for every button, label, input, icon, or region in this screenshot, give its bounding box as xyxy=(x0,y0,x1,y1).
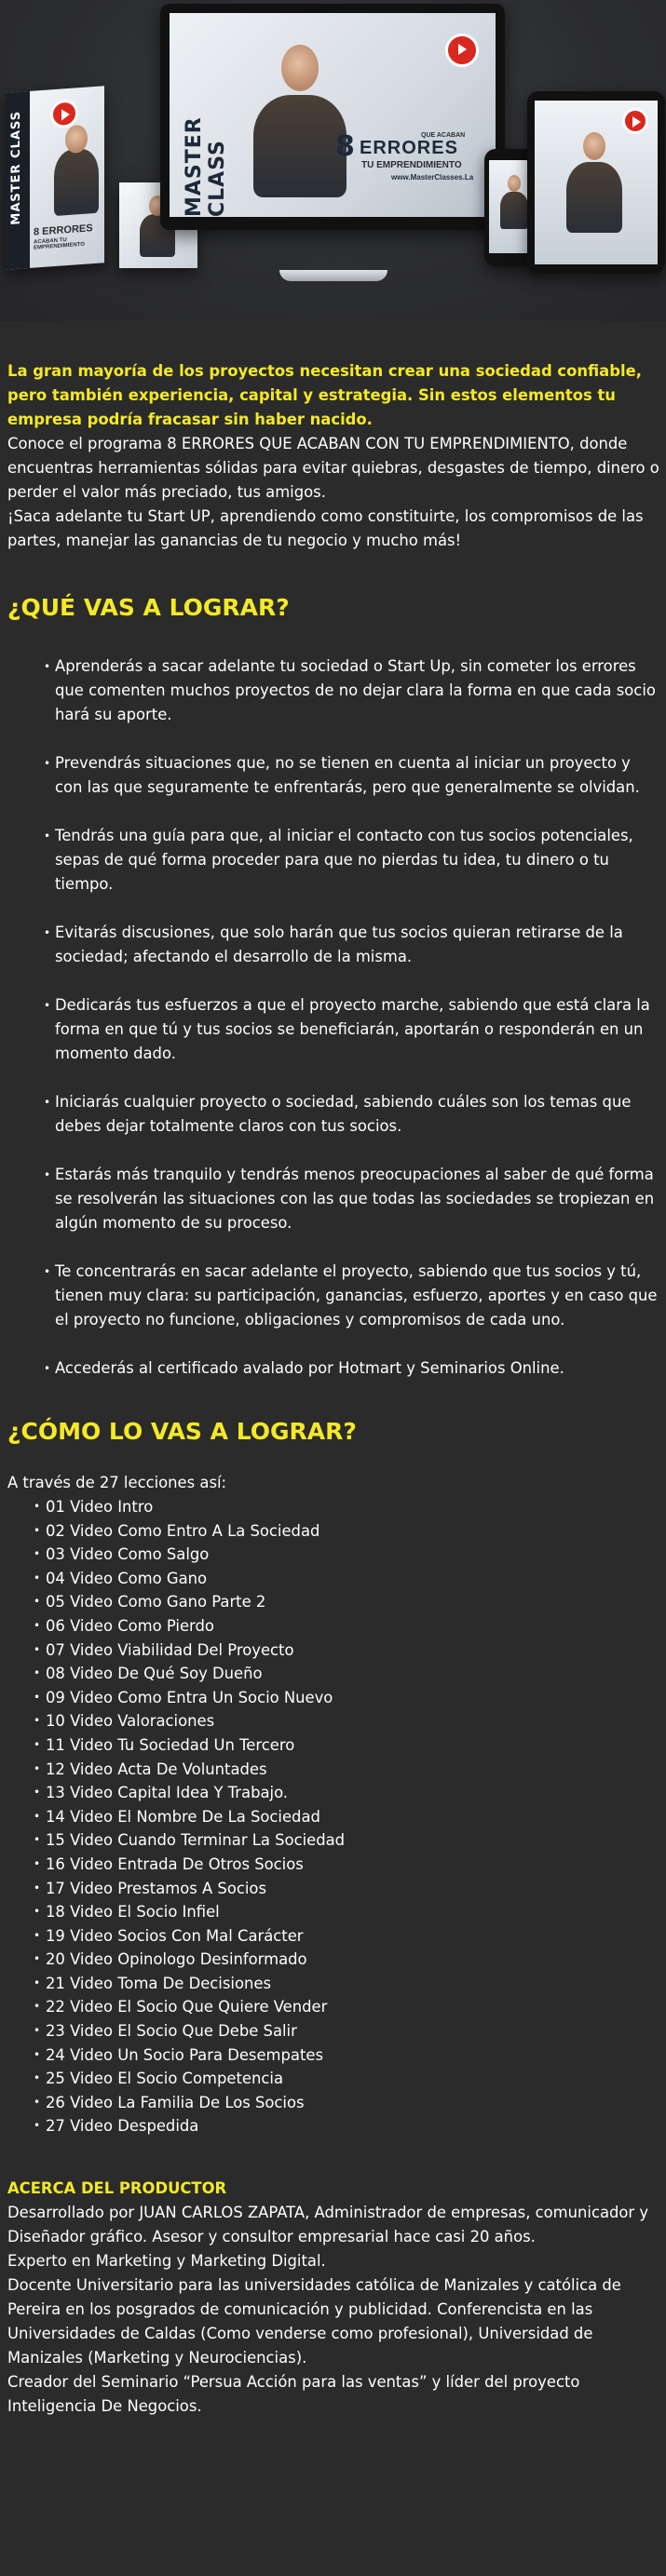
play-logo-icon xyxy=(50,99,78,128)
lesson-item: • 19 Video Socios Con Mal Carácter xyxy=(46,1924,661,1949)
lesson-item: • 03 Video Como Salgo xyxy=(46,1543,661,1567)
tablet-play-logo-icon xyxy=(622,108,648,134)
producer-paragraph: Creador del Seminario “Persua Acción para las ventas” y líder del proyecto Inteligencia De Negocios. xyxy=(7,2373,580,2416)
lesson-item: • 07 Video Viabilidad Del Proyecto xyxy=(46,1639,661,1663)
product-prefix-text: QUE ACABAN xyxy=(421,132,466,139)
lessons-intro: A través de 27 lecciones así: xyxy=(7,1474,227,1491)
product-number-logo: 8 xyxy=(335,130,355,163)
lesson-item: • 17 Video Prestamos A Socios xyxy=(46,1877,661,1901)
box-title-text: 8 ERRORES xyxy=(34,223,93,238)
product-box-left xyxy=(6,86,104,269)
presenter-figure-icon xyxy=(54,148,99,216)
monitor-base xyxy=(279,270,387,281)
producer-paragraph: Docente Universitario para las universidades católica de Manizales y católica de Pereira en los posgrados de comunicación y publicidad. Conferencista en las Universidades de Caldas (Como venderse como profesional), Universidad de Manizales (Marketing y Neurociencias). xyxy=(7,2276,621,2367)
achieve-item: • Evitarás discusiones, que solo harán que tus socios quieran retirarse de la sociedad; afectando el desarrollo de la misma. xyxy=(55,921,661,969)
lesson-item: • 15 Video Cuando Terminar La Sociedad xyxy=(46,1828,661,1853)
tablet-presenter-icon xyxy=(566,162,622,233)
achieve-heading: ¿QUÉ VAS A LOGRAR? xyxy=(7,594,290,621)
screen-presenter-figure-icon xyxy=(253,95,347,197)
achieve-list xyxy=(7,654,661,1381)
intro-paragraph-1: Conoce el programa 8 ERRORES QUE ACABAN CON TU EMPRENDIMIENTO, donde encuentras herramientas sólidas para evitar quiebras, desgastes de tiempo, dinero o perder el valor más preciado, tus amigos. xyxy=(7,435,659,501)
achieve-item: • Te concentrarás en sacar adelante el proyecto, sabiendo que tus socios y tú, tienen muy clara: su participación, ganancias, esfuerzo, aportes y en caso que el proyecto no funcione, obligaciones y compromisos de cada uno. xyxy=(55,1260,661,1332)
achieve-item: • Iniciarás cualquier proyecto o sociedad, sabiendo cuáles son los temas que debes dejar totalmente claros con tus socios. xyxy=(55,1090,661,1139)
lesson-item: • 24 Video Un Socio Para Desempates xyxy=(46,2043,661,2068)
lesson-item: • 05 Video Como Gano Parte 2 xyxy=(46,1590,661,1614)
lesson-item: • 21 Video Toma De Decisiones xyxy=(46,1972,661,1996)
lesson-item: • 11 Video Tu Sociedad Un Tercero xyxy=(46,1733,661,1758)
achieve-item: • Prevendrás situaciones que, no se tienen en cuenta al iniciar un proyecto y con las que seguramente te enfrentarás, pero que generalmente se olvidan. xyxy=(55,751,661,800)
producer-paragraph: Desarrollado por JUAN CARLOS ZAPATA, Administrador de empresas, comunicador y Diseñador gráfico. Asesor y consultor empresarial hace casi 20 años. xyxy=(7,2204,649,2246)
sales-content xyxy=(0,359,661,2419)
achieve-item: • Accederás al certificado avalado por Hotmart y Seminarios Online. xyxy=(55,1356,661,1381)
lesson-item: • 01 Video Intro xyxy=(46,1495,661,1519)
tablet-mockup xyxy=(527,91,665,274)
lesson-item: • 26 Video La Familia De Los Socios xyxy=(46,2091,661,2115)
monitor-mockup xyxy=(160,4,505,230)
screen-brand-text: MASTER CLASS xyxy=(183,116,229,217)
screen-play-logo-icon xyxy=(445,34,479,67)
product-subtitle-text: TU EMPRENDIMIENTO xyxy=(361,160,462,170)
achieve-item: • Aprenderás a sacar adelante tu sociedad o Start Up, sin cometer los errores que comenten muchos proyectos de no dejar clara la forma en que cada socio hará su aporte. xyxy=(55,654,661,727)
lesson-item: • 14 Video El Nombre De La Sociedad xyxy=(46,1805,661,1829)
lesson-item: • 04 Video Como Gano xyxy=(46,1567,661,1591)
lesson-item: • 27 Video Despedida xyxy=(46,2114,661,2138)
achieve-item: • Estarás más tranquilo y tendrás menos preocupaciones al saber de qué forma se resolverán las situaciones con las que todas las sociedades se tropiezan en algún momento de su proceso. xyxy=(55,1163,661,1235)
lesson-item: • 18 Video El Socio Infiel xyxy=(46,1900,661,1924)
lesson-item: • 22 Video El Socio Que Quiere Vender xyxy=(46,1995,661,2019)
site-url-text: www.MasterClasses.La xyxy=(391,173,474,182)
producer-paragraph: Experto en Marketing y Marketing Digital. xyxy=(7,2252,326,2271)
lessons-heading: ¿CÓMO LO VAS A LOGRAR? xyxy=(7,1418,357,1445)
lesson-item: • 08 Video De Qué Soy Dueño xyxy=(46,1662,661,1686)
phone-presenter-icon xyxy=(500,192,528,229)
lesson-item: • 12 Video Acta De Voluntades xyxy=(46,1758,661,1782)
lesson-item: • 09 Video Como Entra Un Socio Nuevo xyxy=(46,1686,661,1710)
lesson-item: • 16 Video Entrada De Otros Socios xyxy=(46,1853,661,1877)
product-title-text: ERRORES xyxy=(360,138,458,158)
product-hero-image xyxy=(0,0,666,321)
lesson-item: • 13 Video Capital Idea Y Trabajo. xyxy=(46,1781,661,1805)
lesson-item: • 02 Video Como Entro A La Sociedad xyxy=(46,1519,661,1544)
producer-heading: ACERCA DEL PRODUCTOR xyxy=(7,2179,227,2198)
intro-paragraph-2: ¡Saca adelante tu Start UP, aprendiendo como constituirte, los compromisos de las partes, manejar las ganancias de tu negocio y mucho más! xyxy=(7,507,644,549)
box-brand-text: MASTER CLASS xyxy=(9,110,23,226)
lesson-item: • 06 Video Como Pierdo xyxy=(46,1614,661,1639)
lesson-item: • 25 Video El Socio Competencia xyxy=(46,2067,661,2091)
lesson-item: • 10 Video Valoraciones xyxy=(46,1709,661,1733)
lesson-item: • 20 Video Opinologo Desinformado xyxy=(46,1948,661,1972)
lessons-list xyxy=(7,1495,661,2138)
achieve-item: • Tendrás una guía para que, al iniciar el contacto con tus socios potenciales, sepas de qué forma proceder para que no pierdas tu idea, tu dinero o tu tiempo. xyxy=(55,824,661,897)
lesson-item: • 23 Video El Socio Que Debe Salir xyxy=(46,2019,661,2043)
achieve-item: • Dedicarás tus esfuerzos a que el proyecto marche, sabiendo que está clara la forma en que tú y tus socios se beneficiarán, aportarán o responderán en un momento dado. xyxy=(55,993,661,1066)
box-subtitle-text: ACABAN TU EMPRENDIMIENTO xyxy=(34,237,85,251)
intro-highlight: La gran mayoría de los proyectos necesitan crear una sociedad confiable, pero también experiencia, capital y estrategia. Sin estos elementos tu empresa podría fracasar sin haber nacido. xyxy=(7,362,642,428)
